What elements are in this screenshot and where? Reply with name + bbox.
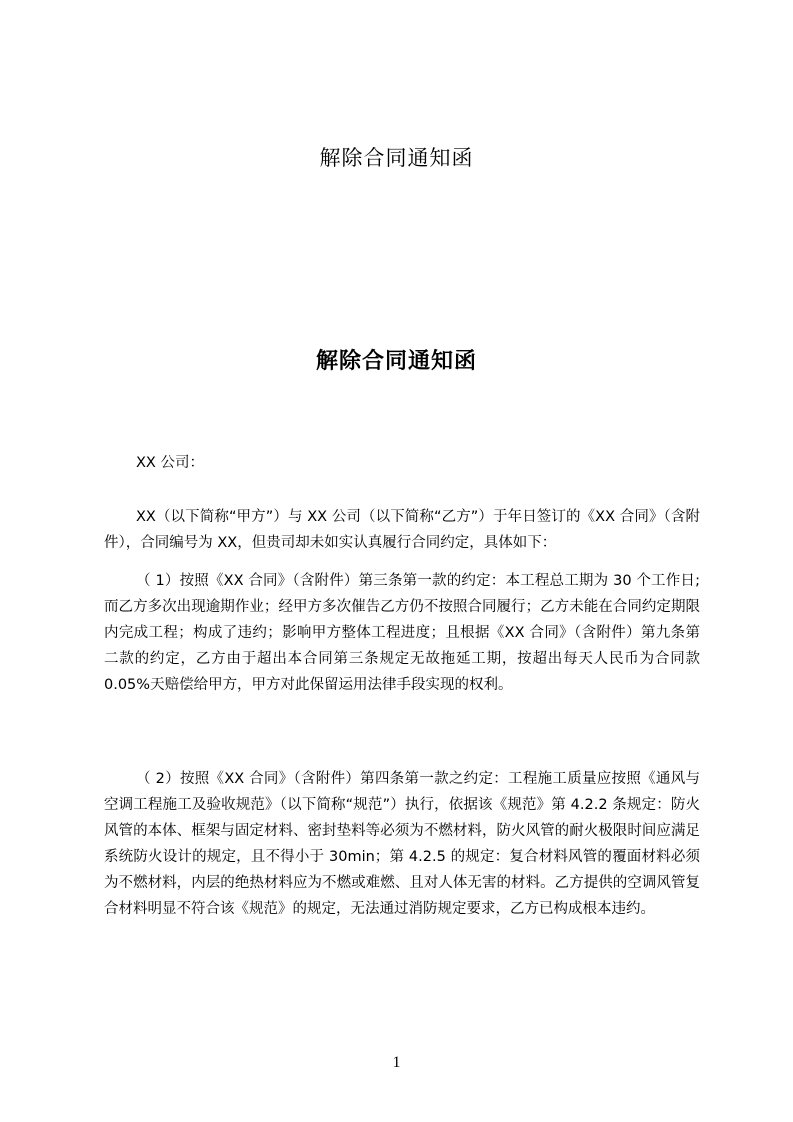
paragraph-clause-1: （ 1）按照《XX 合同》（含附件）第三条第一款的约定：本工程总工期为 30 个工作日;而乙方多次出现逾期作业；经甲方多次催告乙方仍不按照合同履行；乙方未能在合同约定期限内完成工程；构成了违约；影响甲方整体工程进度；且根据《XX 合同》（含附件）第九条第二款的约定，乙方由于超出本合同第三条规定无故拖延工期，按超出每天人民币为合同款 0.05%天赔偿给甲方，甲方对此保留运用法律手段实现的权利。 bbox=[104, 573, 700, 693]
page-number: 1 bbox=[392, 1054, 401, 1071]
page-title: 解除合同通知函 bbox=[315, 349, 477, 374]
header-title: 解除合同通知函 bbox=[319, 146, 474, 170]
paragraph-intro: XX（以下简称“甲方”）与 XX 公司（以下简称“乙方”）于年日签订的《XX 合同》（含附件），合同编号为 XX，但贵司却未如实认真履行合同约定，具体如下： bbox=[104, 509, 700, 551]
salutation: XX 公司： bbox=[136, 455, 204, 471]
paragraph-clause-2: （ 2）按照《XX 合同》（含附件）第四条第一款之约定：工程施工质量应按照《通风与空调工程施工及验收规范》（以下简称“规范”）执行，依据该《规范》第 4.2.2 条规定：防火风管的本体、框架与固定材料、密封垫料等必须为不燃材料，防火风管的耐火极限时间应满足系统防火设计的规定，且不得小于 30min；第 4.2.5 的规定：复合材料风管的覆面材料必须为不燃材料，内层的绝热材料应为不燃或难燃、且对人体无害的材料。乙方提供的空调风管复合材料明显不符合该《规范》的规定，无法通过消防规定要求，乙方已构成根本违约。 bbox=[104, 771, 700, 917]
